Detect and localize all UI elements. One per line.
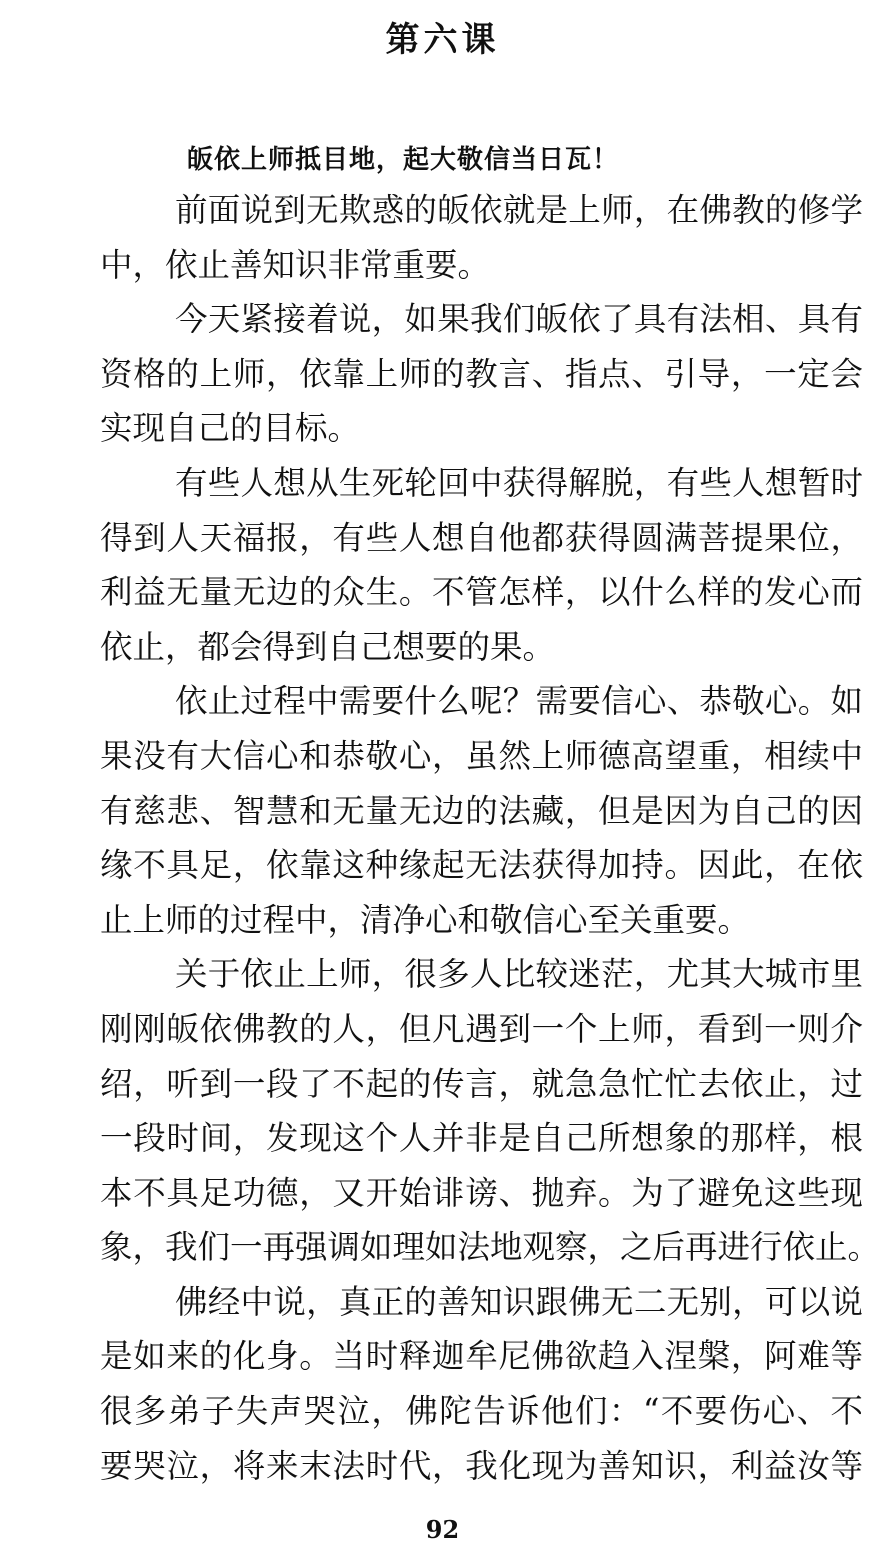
text-line: 一段时间，发现这个人并非是自己所想象的那样，根 bbox=[100, 1119, 863, 1158]
text-line: 佛经中说，真正的善知识跟佛无二无别，可以说 bbox=[175, 1282, 863, 1321]
text-line: 要哭泣，将来末法时代，我化现为善知识，利益汝等 bbox=[100, 1446, 863, 1485]
text-line: 刚刚皈依佛教的人，但凡遇到一个上师，看到一则介 bbox=[100, 1009, 863, 1048]
text-line: 很多弟子失声哭泣，佛陀告诉他们：“不要伤心、不 bbox=[100, 1392, 863, 1431]
page-number: 92 bbox=[425, 1515, 460, 1544]
paragraph-2 bbox=[25, 292, 863, 456]
text-line: 止上师的过程中，清净心和敬信心至关重要。 bbox=[100, 900, 751, 939]
text-line: 有些人想从生死轮回中获得解脱，有些人想暂时 bbox=[175, 463, 863, 502]
text-line: 有慈悲、智慧和无量无边的法藏，但是因为自己的因 bbox=[100, 791, 863, 830]
text-line: 资格的上师，依靠上师的教言、指点、引导，一定会 bbox=[100, 354, 863, 393]
text-line: 本不具足功德，又开始诽谤、抛弃。为了避免这些现 bbox=[100, 1173, 863, 1212]
body-text bbox=[25, 183, 881, 1493]
text-line: 象，我们一再强调如理如法地观察，之后再进行依止。 bbox=[100, 1228, 881, 1267]
text-line: 依止，都会得到自己想要的果。 bbox=[100, 627, 556, 666]
text-line: 得到人天福报，有些人想自他都获得圆满菩提果位， bbox=[100, 518, 863, 557]
paragraph-5 bbox=[25, 947, 881, 1275]
lesson-title: 第六课 bbox=[385, 20, 500, 60]
text-line: 实现自己的目标。 bbox=[100, 409, 361, 448]
text-line: 今天紧接着说，如果我们皈依了具有法相、具有 bbox=[175, 300, 863, 339]
paragraph-3 bbox=[25, 456, 863, 674]
text-line: 缘不具足，依靠这种缘起无法获得加持。因此，在依 bbox=[100, 846, 863, 885]
paragraph-6 bbox=[25, 1275, 863, 1493]
text-line: 利益无量无边的众生。不管怎样，以什么样的发心而 bbox=[100, 573, 863, 612]
text-line: 是如来的化身。当时释迦牟尼佛欲趋入涅槃，阿难等 bbox=[100, 1337, 863, 1376]
text-line: 关于依止上师，很多人比较迷茫，尤其大城市里 bbox=[175, 955, 863, 994]
text-line: 中，依止善知识非常重要。 bbox=[100, 245, 491, 284]
verse-heading: 皈依上师抵目地，起大敬信当日瓦！ bbox=[187, 145, 620, 175]
text-line: 依止过程中需要什么呢？需要信心、恭敬心。如 bbox=[175, 682, 863, 721]
text-line: 前面说到无欺惑的皈依就是上师，在佛教的修学 bbox=[175, 191, 863, 229]
paragraph-1 bbox=[25, 183, 863, 292]
paragraph-4 bbox=[25, 674, 863, 947]
text-line: 果没有大信心和恭敬心，虽然上师德高望重，相续中 bbox=[100, 736, 863, 775]
text-line: 绍，听到一段了不起的传言，就急急忙忙去依止，过 bbox=[100, 1064, 863, 1103]
